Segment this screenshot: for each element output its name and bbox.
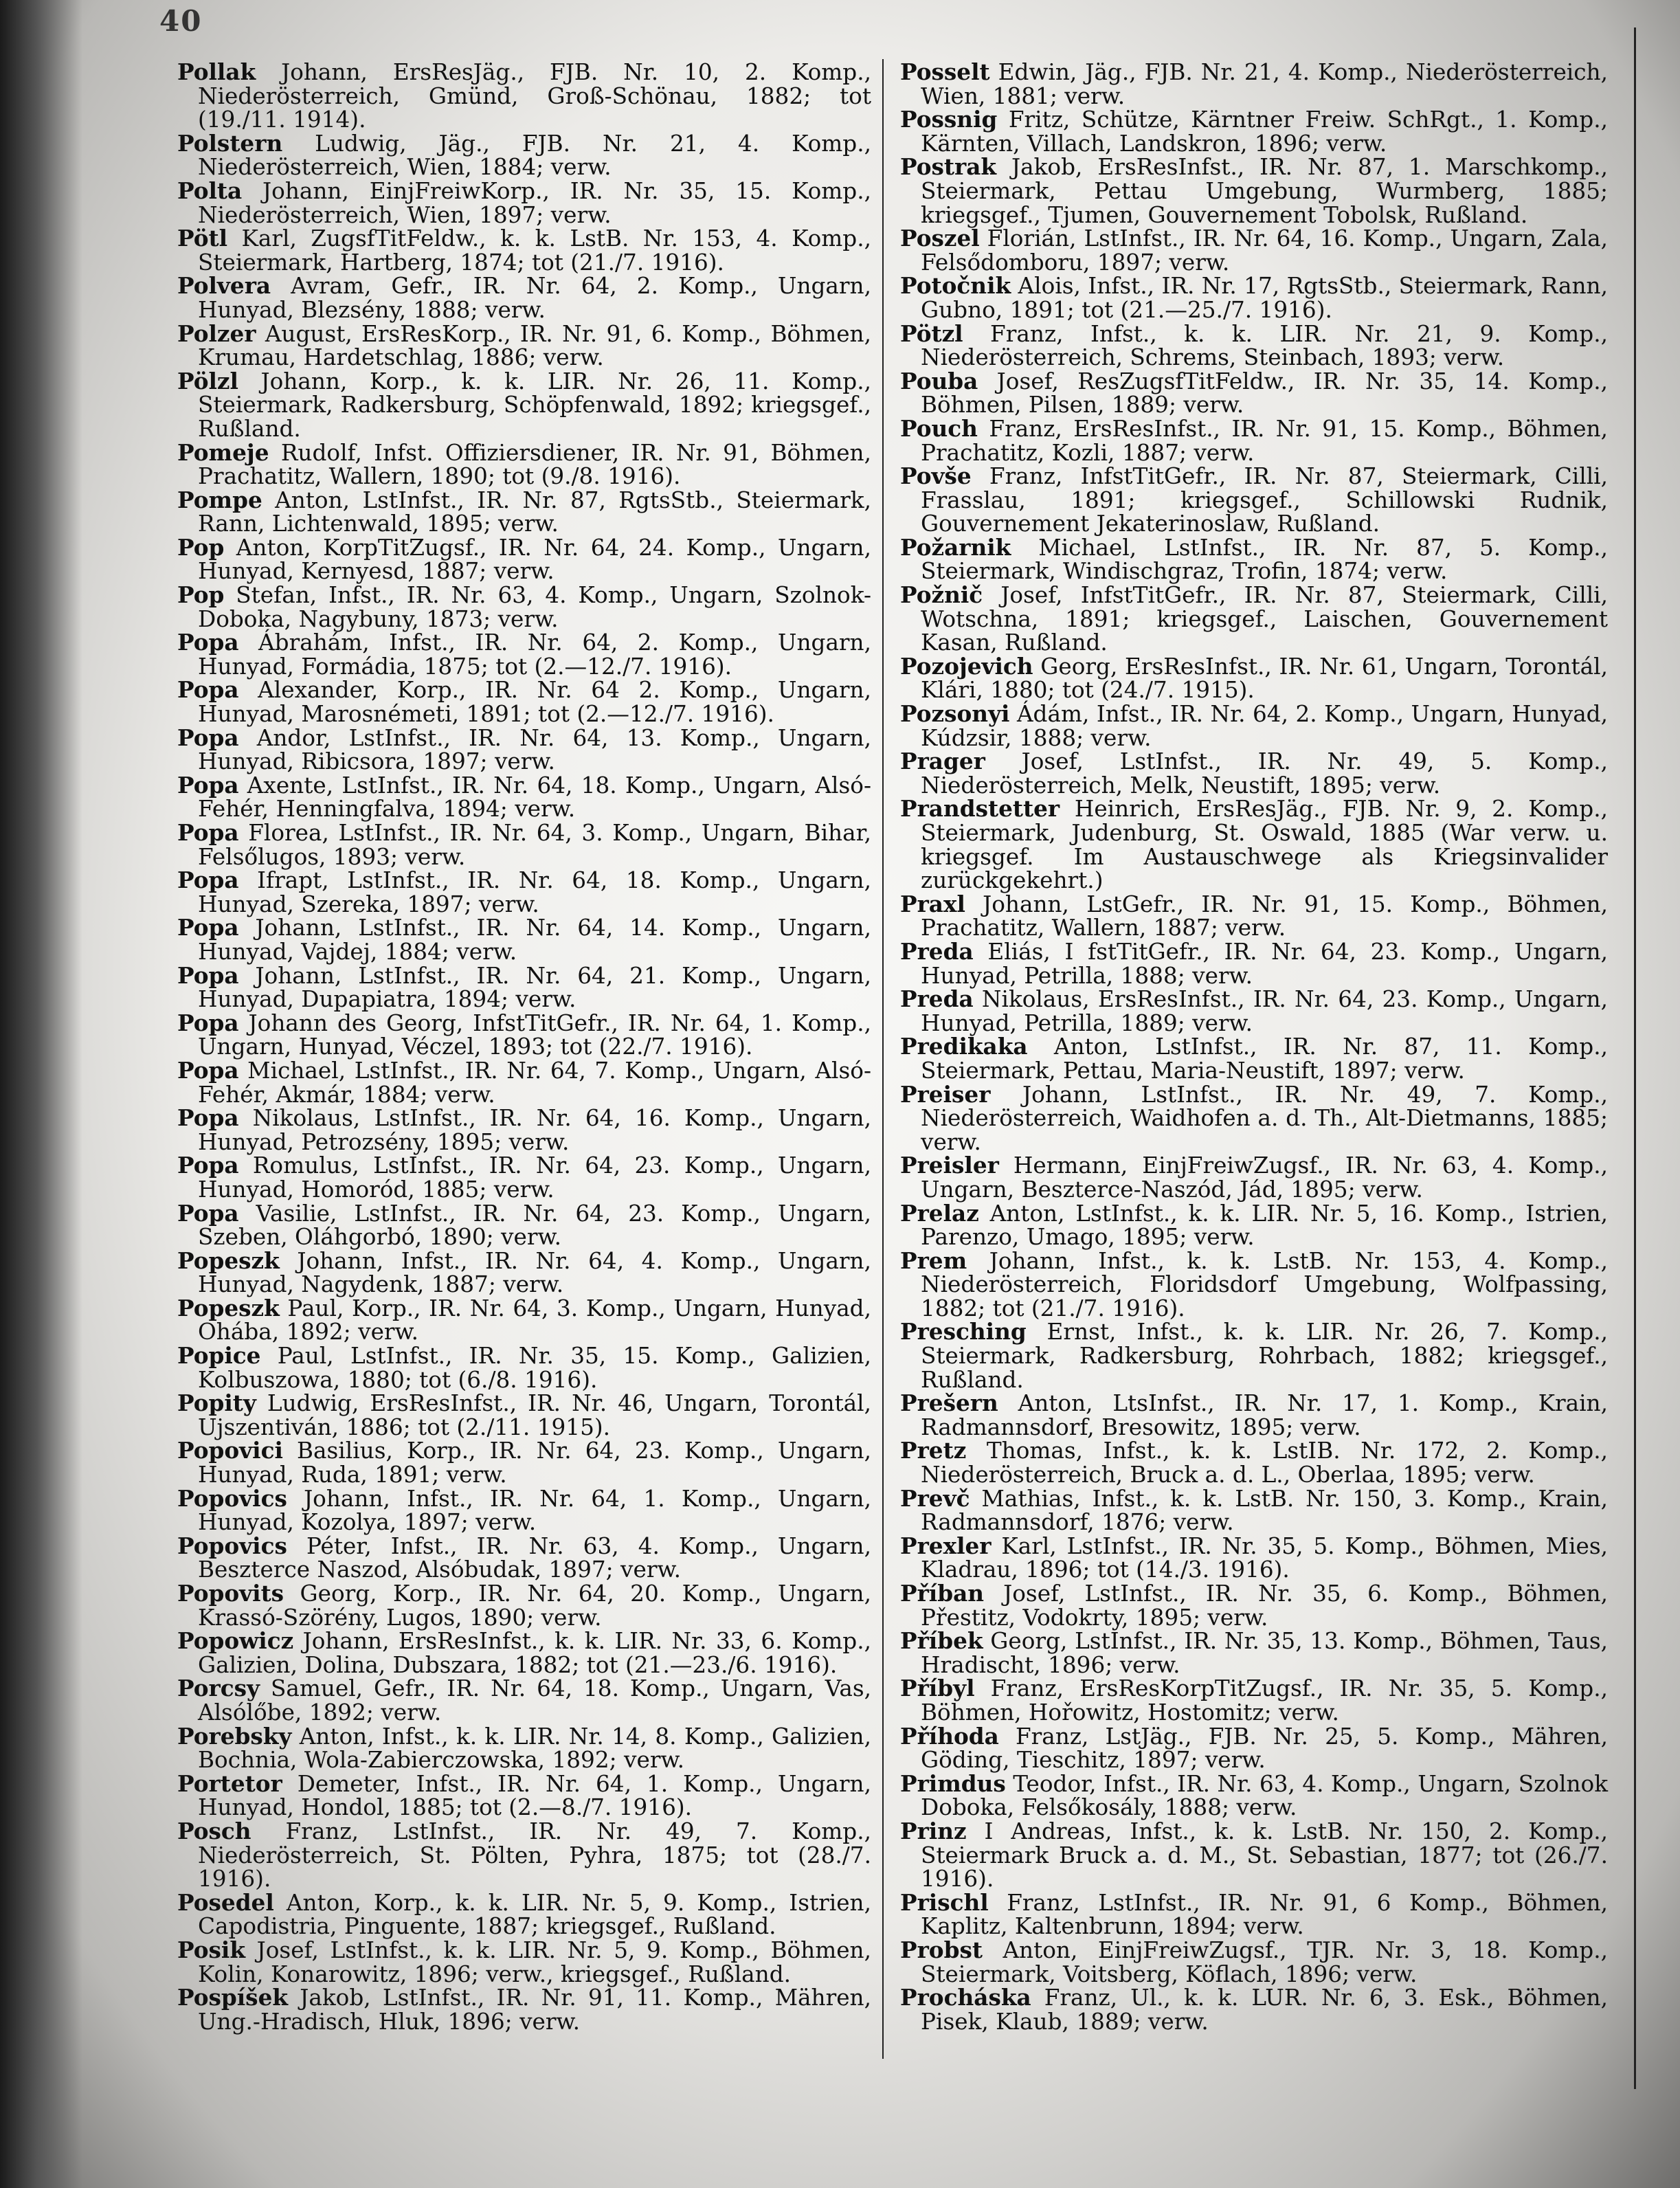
entry-details: Johann, LstInfst., IR. Nr. 64, 21. Komp., Ungarn, Hunyad, Dupapiatra, 1894; verw. — [198, 962, 871, 1013]
entry-details: Franz, Infst., k. k. LIR. Nr. 21, 9. Komp., Niederösterreich, Schrems, Steinbach, 1893; verw. — [921, 320, 1608, 371]
entry-details: Avram, Gefr., IR. Nr. 64, 2. Komp., Ungarn, Hunyad, Blezsény, 1888; verw. — [198, 273, 871, 323]
list-entry — [177, 1936, 871, 1987]
list-entry — [900, 274, 1608, 322]
list-entry — [900, 1534, 1608, 1582]
entry-details: Nikolaus, LstInfst., IR. Nr. 64, 16. Komp., Ungarn, Hunyad, Petrozsény, 1895; verw. — [198, 1105, 871, 1155]
entry-details: Josef, InfstTitGefr., IR. Nr. 87, Steiermark, Cilli, Wotschna, 1891; kriegsgef., Laischen, Gouvernement Kasan, Rußland. — [921, 582, 1608, 656]
entry-surname: Pötzl — [900, 320, 963, 347]
entry-surname: Possnig — [900, 106, 998, 133]
entry-details: Georg, Korp., IR. Nr. 64, 20. Komp., Ungarn, Krassó-Szörény, Lugos, 1890; verw. — [198, 1581, 871, 1631]
entry-details: Anton, EinjFreiwZugsf., TJR. Nr. 3, 18. Komp., Steiermark, Voitsberg, Köflach, 1896; verw. — [921, 1936, 1608, 1987]
entry-surname: Popa — [177, 867, 239, 894]
entry-details: Johann, EinjFreiwKorp., IR. Nr. 35, 15. Komp., Niederösterreich, Wien, 1897; verw. — [198, 177, 871, 228]
entry-surname: Pozsonyi — [900, 700, 1010, 728]
list-entry — [900, 797, 1608, 892]
entry-details: Johann des Georg, InfstTitGefr., IR. Nr. 64, 1. Komp., Ungarn, Hunyad, Véczel, 1893; tot (22./7. 1916). — [198, 1009, 871, 1060]
entry-details: Franz, InfstTitGefr., IR. Nr. 87, Steiermark, Cilli, Frasslau, 1891; kriegsgef., Schillowski Rudnik, Gouvernement Jekaterinoslaw, Rußland. — [921, 463, 1608, 537]
list-entry — [177, 1817, 871, 1893]
entry-surname: Procháska — [900, 1984, 1031, 2011]
entry-surname: Posch — [177, 1817, 251, 1844]
list-entry — [177, 1582, 871, 1629]
entry-surname: Popowicz — [177, 1627, 294, 1655]
list-entry — [177, 438, 871, 490]
entry-details: Andor, LstInfst., IR. Nr. 64, 13. Komp., Ungarn, Hunyad, Ribicsora, 1897; verw. — [198, 724, 871, 775]
entry-details: Nikolaus, ErsResInfst., IR. Nr. 64, 23. Komp., Ungarn, Hunyad, Petrilla, 1889; verw. — [921, 986, 1608, 1036]
entry-details: Ernst, Infst., k. k. LIR. Nr. 26, 7. Komp., Steiermark, Radkersburg, Rohrbach, 1882; kriegsgef., Rußland. — [921, 1319, 1608, 1393]
entry-surname: Popice — [177, 1342, 261, 1370]
entry-details: Rudolf, Infst. Offiziersdiener, IR. Nr. 91, Böhmen, Prachatitz, Wallern, 1890; tot (9./8. 1916). — [198, 439, 871, 490]
entry-details: Johann, LstInfst., IR. Nr. 49, 7. Komp., Niederösterreich, Waidhofen a. d. Th., Alt-Dietmanns, 1885; verw. — [921, 1081, 1608, 1155]
entry-surname: Pouba — [900, 367, 978, 394]
entry-details: Ludwig, ErsResInfst., IR. Nr. 46, Ungarn, Torontál, Ujszentiván, 1886; tot (2./11. 1915). — [198, 1390, 871, 1440]
entry-details: Johann, Infst., IR. Nr. 64, 1. Komp., Ungarn, Hunyad, Kozolya, 1897; verw. — [198, 1485, 871, 1536]
entry-details: Johann, Infst., IR. Nr. 64, 4. Komp., Ungarn, Hunyad, Nagydenk, 1887; verw. — [198, 1247, 871, 1298]
list-entry — [900, 1389, 1608, 1440]
list-entry — [177, 869, 871, 916]
entry-details: Ifrapt, LstInfst., IR. Nr. 64, 18. Komp., Ungarn, Hunyad, Szereka, 1897; verw. — [198, 867, 871, 917]
entry-surname: Pretz — [900, 1437, 967, 1464]
list-entry — [177, 1439, 871, 1486]
entry-surname: Popa — [177, 914, 239, 941]
entry-surname: Posselt — [900, 58, 990, 85]
list-entry — [177, 916, 871, 963]
entry-details: Fritz, Schütze, Kärntner Freiw. SchRgt., 1. Komp., Kärnten, Villach, Landskron, 1896; verw. — [921, 107, 1608, 157]
entry-surname: Požnič — [900, 581, 983, 609]
entry-details: Johann, LstInfst., IR. Nr. 64, 14. Komp., Ungarn, Hunyad, Vajdej, 1884; verw. — [198, 915, 871, 965]
entry-surname: Pollak — [177, 58, 256, 85]
right-column — [900, 60, 1608, 2033]
entry-surname: Praxl — [900, 890, 965, 917]
entry-surname: Pompe — [177, 486, 262, 513]
list-entry — [900, 1199, 1608, 1251]
entry-details: Paul, LstInfst., IR. Nr. 35, 15. Komp., Galizien, Kolbuszowa, 1880; tot (6./8. 1916). — [198, 1343, 871, 1393]
entry-details: Edwin, Jäg., FJB. Nr. 21, 4. Komp., Niederösterreich, Wien, 1881; verw. — [921, 59, 1608, 109]
list-entry — [900, 108, 1608, 155]
list-entry — [177, 1986, 871, 2033]
list-entry — [900, 227, 1608, 274]
entry-details: Anton, LstInfst., IR. Nr. 87, RgtsStb., Steiermark, Rann, Lichtenwald, 1895; verw. — [198, 487, 871, 537]
list-entry — [177, 179, 871, 227]
list-entry — [900, 414, 1608, 466]
entry-details: Franz, ErsResInfst., IR. Nr. 91, 15. Komp., Böhmen, Prachatitz, Kozli, 1887; verw. — [921, 415, 1608, 466]
entry-surname: Preiser — [900, 1080, 991, 1108]
list-entry — [177, 771, 871, 823]
entry-details: Karl, ZugsfTitFeldw., k. k. LstB. Nr. 153, 4. Komp., Steiermark, Hartberg, 1874; tot (21./7. 1916). — [198, 225, 871, 276]
entry-surname: Posedel — [177, 1888, 274, 1916]
list-entry — [177, 486, 871, 537]
list-entry — [177, 367, 871, 442]
entry-details: Anton, Korp., k. k. LIR. Nr. 5, 9. Komp., Istrien, Capodistria, Pinguente, 1887; kriegsgef., Rußland. — [198, 1889, 871, 1940]
list-entry — [177, 1888, 871, 1940]
list-entry — [177, 1249, 871, 1297]
entry-surname: Popa — [177, 1056, 239, 1084]
list-entry — [177, 1106, 871, 1154]
list-entry — [900, 702, 1608, 750]
entry-surname: Prischl — [900, 1888, 989, 1916]
list-entry — [900, 1772, 1608, 1820]
entry-surname: Příban — [900, 1580, 985, 1607]
entry-details: Anton, KorpTitZugsf., IR. Nr. 64, 24. Komp., Ungarn, Hunyad, Kernyesd, 1887; verw. — [198, 534, 871, 585]
list-entry — [900, 1249, 1608, 1321]
list-entry — [900, 750, 1608, 797]
entry-details: Teodor, Infst., IR. Nr. 63, 4. Komp., Ungarn, Szolnok Doboka, Felsőkosály, 1888; verw. — [921, 1770, 1608, 1821]
list-entry — [900, 1439, 1608, 1486]
entry-surname: Pop — [177, 581, 225, 609]
entry-surname: Prevč — [900, 1484, 970, 1512]
entry-details: Michael, LstInfst., IR. Nr. 87, 5. Komp., Steiermark, Windischgraz, Trofin, 1874; verw. — [921, 534, 1608, 585]
list-entry — [177, 1294, 871, 1346]
list-entry — [177, 678, 871, 726]
entry-surname: Preda — [900, 985, 974, 1013]
entry-surname: Příhoda — [900, 1722, 999, 1750]
list-entry — [177, 1389, 871, 1440]
list-entry — [900, 60, 1608, 108]
entry-surname: Popa — [177, 629, 239, 656]
entry-details: Michael, LstInfst., IR. Nr. 64, 7. Komp., Ungarn, Alsó-Fehér, Akmár, 1884; verw. — [198, 1057, 871, 1108]
list-entry — [900, 1080, 1608, 1155]
list-entry — [177, 631, 871, 678]
list-entry — [900, 155, 1608, 227]
entry-details: Anton, LtsInfst., IR. Nr. 17, 1. Komp., Krain, Radmannsdorf, Bresowitz, 1895; verw. — [921, 1390, 1608, 1440]
entry-surname: Prandstetter — [900, 795, 1060, 823]
entry-surname: Pomeje — [177, 438, 269, 466]
entry-details: Demeter, Infst., IR. Nr. 64, 1. Komp., Ungarn, Hunyad, Hondol, 1885; tot (2.—8./7. 1916). — [198, 1770, 871, 1821]
list-entry — [177, 1199, 871, 1251]
entry-surname: Polzer — [177, 320, 256, 347]
entry-details: Ádám, Infst., IR. Nr. 64, 2. Komp., Ungarn, Hunyad, Kúdzsir, 1888; verw. — [921, 701, 1608, 751]
column-divider — [882, 59, 884, 2059]
entry-details: Stefan, Infst., IR. Nr. 63, 4. Komp., Ungarn, Szolnok-Doboka, Nagybuny, 1873; verw. — [198, 582, 871, 632]
list-entry — [900, 1722, 1608, 1774]
entry-surname: Pölzl — [177, 367, 238, 394]
entry-surname: Požarnik — [900, 533, 1011, 561]
entry-surname: Portetor — [177, 1770, 282, 1797]
entry-surname: Potočnik — [900, 272, 1011, 300]
entry-surname: Pötl — [177, 225, 228, 252]
list-entry — [900, 583, 1608, 655]
list-entry — [900, 937, 1608, 989]
entry-surname: Popovici — [177, 1437, 283, 1464]
list-entry — [177, 961, 871, 1013]
list-entry — [177, 1677, 871, 1724]
entry-details: Thomas, Infst., k. k. LstIB. Nr. 172, 2. Komp., Niederösterreich, Bruck a. d. L., Oberlaa, 1895; verw. — [921, 1438, 1608, 1488]
list-entry — [177, 1534, 871, 1582]
list-entry — [900, 1936, 1608, 1987]
entry-surname: Prager — [900, 748, 985, 775]
list-entry — [177, 322, 871, 370]
list-entry — [900, 1154, 1608, 1201]
entry-details: Josef, ResZugsfTitFeldw., IR. Nr. 35, 14. Komp., Böhmen, Pilsen, 1889; verw. — [921, 368, 1608, 418]
entry-surname: Povše — [900, 462, 972, 490]
entry-surname: Pospíšek — [177, 1984, 289, 2011]
entry-details: Mathias, Infst., k. k. LstB. Nr. 150, 3. Komp., Krain, Radmannsdorf, 1876; verw. — [921, 1485, 1608, 1536]
entry-surname: Prelaz — [900, 1199, 979, 1227]
entry-details: Franz, ErsResKorpTitZugsf., IR. Nr. 35, 5. Komp., Böhmen, Hořowitz, Hostomitz; verw. — [921, 1675, 1608, 1726]
entry-details: Alois, Infst., IR. Nr. 17, RgtsStb., Steiermark, Rann, Gubno, 1891; tot (21.—25./7. 1916). — [921, 273, 1608, 323]
entry-details: Romulus, LstInfst., IR. Nr. 64, 23. Komp., Ungarn, Hunyad, Homoród, 1885; verw. — [198, 1152, 871, 1203]
entry-surname: Polta — [177, 177, 243, 204]
list-entry — [177, 129, 871, 181]
scan-edge-shadow — [0, 0, 82, 2188]
entry-surname: Prešern — [900, 1389, 998, 1417]
entry-details: Axente, LstInfst., IR. Nr. 64, 18. Komp., Ungarn, Alsó-Fehér, Henningfalva, 1894; verw. — [198, 772, 871, 823]
list-entry — [177, 60, 871, 132]
entry-details: Péter, Infst., IR. Nr. 63, 4. Komp., Ungarn, Beszterce Naszod, Alsóbudak, 1897; verw. — [198, 1532, 871, 1583]
list-entry — [900, 1582, 1608, 1629]
entry-surname: Popovits — [177, 1580, 284, 1607]
entry-details: Heinrich, ErsResJäg., FJB. Nr. 9, 2. Komp., Steiermark, Judenburg, St. Oswald, 1885 (War verw. u. kriegsgef. Im Austauschwege als Kriegsinvalider zurückgekehrt.) — [921, 796, 1608, 894]
entry-details: Johann, ErsResJäg., FJB. Nr. 10, 2. Komp., Niederösterreich, Gmünd, Groß-Schönau, 1882; tot (19./11. 1914). — [198, 59, 871, 133]
list-entry — [177, 1772, 871, 1820]
list-entry — [900, 322, 1608, 370]
entry-details: Anton, Infst., k. k. LIR. Nr. 14, 8. Komp., Galizien, Bochnia, Wola-Zabierczowska, 1892; verw. — [198, 1723, 871, 1774]
entry-details: Jakob, LstInfst., IR. Nr. 91, 11. Komp., Mähren, Ung.-Hradisch, Hluk, 1896; verw. — [198, 1985, 871, 2035]
entry-surname: Popovics — [177, 1484, 287, 1512]
entry-details: Paul, Korp., IR. Nr. 64, 3. Komp., Ungarn, Hunyad, Ohába, 1892; verw. — [198, 1295, 871, 1346]
entry-details: Georg, ErsResInfst., IR. Nr. 61, Ungarn, Torontál, Klári, 1880; tot (24./7. 1915). — [921, 653, 1608, 704]
entry-surname: Prem — [900, 1247, 967, 1274]
entry-surname: Pozojevich — [900, 652, 1033, 680]
entry-surname: Popa — [177, 1104, 239, 1132]
list-entry — [177, 1484, 871, 1536]
entry-details: August, ErsResKorp., IR. Nr. 91, 6. Komp., Böhmen, Krumau, Hardetschlag, 1886; verw. — [198, 320, 871, 371]
entry-surname: Popeszk — [177, 1247, 280, 1274]
list-entry — [900, 533, 1608, 585]
entry-details: Johann, Korp., k. k. LIR. Nr. 26, 11. Komp., Steiermark, Radkersburg, Schöpfenwald, 1892; kriegsgef., Rußland. — [198, 368, 871, 442]
entry-details: Anton, LstInfst., k. k. LIR. Nr. 5, 16. Komp., Istrien, Parenzo, Umago, 1895; verw. — [921, 1200, 1608, 1251]
list-entry — [900, 1817, 1608, 1893]
entry-details: Josef, LstInfst., k. k. LIR. Nr. 5, 9. Komp., Böhmen, Kolin, Konarowitz, 1896; verw., kriegsgef., Rußland. — [198, 1936, 871, 1987]
entry-surname: Příbek — [900, 1627, 983, 1655]
entry-details: Franz, LstJäg., FJB. Nr. 25, 5. Komp., Mähren, Göding, Tieschitz, 1897; verw. — [921, 1723, 1608, 1774]
list-entry — [900, 1677, 1608, 1724]
list-entry — [900, 1986, 1608, 2033]
list-entry — [177, 1629, 871, 1677]
entry-surname: Porcsy — [177, 1675, 260, 1702]
list-entry — [900, 652, 1608, 704]
entry-details: Ábrahám, Infst., IR. Nr. 64, 2. Komp., Ungarn, Hunyad, Formádia, 1875; tot (2.—12./7. 1916). — [198, 629, 871, 680]
entry-surname: Pouch — [900, 414, 978, 442]
list-entry — [177, 1056, 871, 1108]
entry-details: I Andreas, Infst., k. k. LstB. Nr. 150, 2. Komp., Steiermark Bruck a. d. M., St. Sebastian, 1877; tot (26./7. 1916). — [921, 1818, 1608, 1893]
entry-details: Georg, LstInfst., IR. Nr. 35, 13. Komp., Böhmen, Taus, Hradischt, 1896; verw. — [921, 1628, 1608, 1678]
entry-surname: Preisler — [900, 1152, 999, 1179]
entry-details: Franz, Ul., k. k. LUR. Nr. 6, 3. Esk., Böhmen, Pisek, Klaub, 1889; verw. — [921, 1985, 1608, 2035]
entry-details: Samuel, Gefr., IR. Nr. 64, 18. Komp., Ungarn, Vas, Alsólőbe, 1892; verw. — [198, 1675, 871, 1726]
list-entry — [900, 367, 1608, 418]
list-entry — [900, 1035, 1608, 1082]
entry-surname: Popa — [177, 1009, 239, 1036]
right-margin-rule — [1634, 27, 1636, 2089]
entry-details: Franz, LstInfst., IR. Nr. 49, 7. Komp., Niederösterreich, St. Pölten, Pyhra, 1875; tot (28./7. 1916). — [198, 1818, 871, 1893]
list-entry — [177, 274, 871, 322]
entry-surname: Popovics — [177, 1532, 287, 1559]
entry-details: Josef, LstInfst., IR. Nr. 49, 5. Komp., Niederösterreich, Melk, Neustift, 1895; verw. — [921, 748, 1608, 799]
list-entry — [900, 987, 1608, 1035]
entry-surname: Popa — [177, 1199, 239, 1227]
entry-surname: Porebsky — [177, 1722, 292, 1750]
entry-details: Johann, LstGefr., IR. Nr. 91, 15. Komp., Böhmen, Prachatitz, Wallern, 1887; verw. — [921, 891, 1608, 941]
entry-details: Florea, LstInfst., IR. Nr. 64, 3. Komp., Ungarn, Bihar, Felsőlugos, 1893; verw. — [198, 820, 871, 870]
entry-surname: Popa — [177, 724, 239, 751]
entry-surname: Prinz — [900, 1817, 967, 1844]
entry-surname: Preda — [900, 937, 974, 965]
entry-details: Johann, Infst., k. k. LstB. Nr. 153, 4. Komp., Niederösterreich, Floridsdorf Umgebung, Wolfpassing, 1882; tot (21./7. 1916). — [921, 1247, 1608, 1321]
entry-surname: Popa — [177, 1152, 239, 1179]
entry-details: Hermann, EinjFreiwZugsf., IR. Nr. 63, 4. Komp., Ungarn, Beszterce-Naszód, Jád, 1895; verw. — [921, 1152, 1608, 1203]
list-entry — [177, 227, 871, 274]
entry-surname: Prexler — [900, 1532, 992, 1559]
entry-details: Vasilie, LstInfst., IR. Nr. 64, 23. Komp., Ungarn, Szeben, Oláhgorbó, 1890; verw. — [198, 1200, 871, 1251]
entry-details: Jakob, ErsResInfst., IR. Nr. 87, 1. Marschkomp., Steiermark, Pettau Umgebung, Wurmberg, 1885; kriegsgef., Tjumen, Gouvernement Tobolsk, Rußland. — [921, 154, 1608, 228]
entry-surname: Primdus — [900, 1770, 1006, 1797]
entry-surname: Pop — [177, 533, 225, 561]
entry-details: Eliás, I fstTitGefr., IR. Nr. 64, 23. Komp., Ungarn, Hunyad, Petrilla, 1888; verw. — [921, 938, 1608, 989]
list-entry — [177, 726, 871, 774]
list-entry — [177, 1722, 871, 1774]
entry-surname: Popa — [177, 676, 239, 704]
entry-surname: Popa — [177, 771, 239, 799]
entry-surname: Popity — [177, 1389, 256, 1417]
entry-details: Franz, LstInfst., IR. Nr. 91, 6 Komp., Böhmen, Kaplitz, Kaltenbrunn, 1894; verw. — [921, 1889, 1608, 1940]
entry-surname: Posik — [177, 1936, 245, 1963]
entry-surname: Presching — [900, 1318, 1027, 1346]
entry-surname: Polstern — [177, 129, 283, 157]
entry-surname: Příbyl — [900, 1675, 975, 1702]
entry-details: Florián, LstInfst., IR. Nr. 64, 16. Komp., Ungarn, Zala, Felsődomboru, 1897; verw. — [921, 225, 1608, 276]
entry-surname: Probst — [900, 1936, 983, 1963]
list-entry — [900, 1888, 1608, 1940]
entry-details: Basilius, Korp., IR. Nr. 64, 23. Komp., Ungarn, Hunyad, Ruda, 1891; verw. — [198, 1438, 871, 1488]
entry-surname: Poszel — [900, 225, 980, 252]
entry-details: Karl, LstInfst., IR. Nr. 35, 5. Komp., Böhmen, Mies, Kladrau, 1896; tot (14./3. 1916). — [921, 1532, 1608, 1583]
entry-surname: Popeszk — [177, 1294, 280, 1321]
entry-surname: Postrak — [900, 153, 997, 181]
entry-details: Johann, ErsResInfst., k. k. LIR. Nr. 33, 6. Komp., Galizien, Dolina, Dubszara, 1882; tot (21.—23./6. 1916). — [198, 1628, 871, 1678]
entry-details: Josef, LstInfst., IR. Nr. 35, 6. Komp., Böhmen, Přestitz, Vodokrty, 1895; verw. — [921, 1581, 1608, 1631]
list-entry — [900, 1320, 1608, 1392]
list-entry — [177, 1344, 871, 1392]
entry-details: Alexander, Korp., IR. Nr. 64 2. Komp., Ungarn, Hunyad, Marosnémeti, 1891; tot (2.—12./7. 1916). — [198, 677, 871, 728]
entry-surname: Predikaka — [900, 1033, 1028, 1060]
list-entry — [900, 890, 1608, 941]
entry-details: Ludwig, Jäg., FJB. Nr. 21, 4. Komp., Niederösterreich, Wien, 1884; verw. — [198, 130, 871, 181]
entry-surname: Polvera — [177, 272, 271, 300]
entry-surname: Popa — [177, 961, 239, 989]
list-entry — [900, 1629, 1608, 1677]
entry-details: Anton, LstInfst., IR. Nr. 87, 11. Komp., Steiermark, Pettau, Maria-Neustift, 1897; verw. — [921, 1034, 1608, 1084]
page-number: 40 — [159, 4, 203, 38]
list-entry — [177, 1154, 871, 1201]
list-entry — [177, 821, 871, 869]
list-entry — [177, 533, 871, 585]
list-entry — [177, 1009, 871, 1060]
list-entry — [900, 462, 1608, 537]
entry-surname: Popa — [177, 819, 239, 846]
list-entry — [900, 1484, 1608, 1536]
left-column — [177, 60, 871, 2033]
list-entry — [177, 583, 871, 631]
